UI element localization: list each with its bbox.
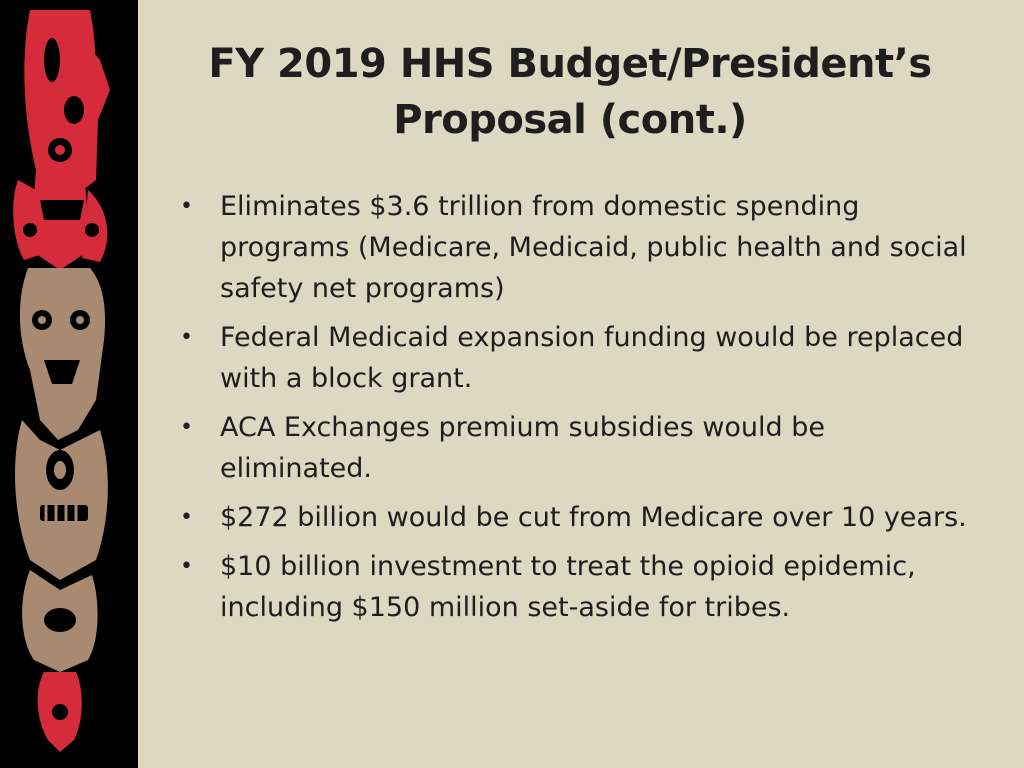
list-item — [178, 407, 968, 489]
page-title — [170, 36, 970, 148]
list-item — [178, 186, 968, 309]
bullet-icon: • — [180, 505, 193, 530]
list-item — [178, 497, 968, 538]
bullet-text: ACA Exchanges premium subsidies would be eliminated. — [220, 412, 826, 484]
bullet-icon: • — [180, 194, 193, 219]
bullet-icon: • — [180, 554, 193, 579]
list-item — [178, 546, 968, 628]
bullet-text: Federal Medicaid expansion funding would be replaced with a block grant. — [220, 322, 964, 394]
bullet-text: $272 billion would be cut from Medicare over 10 years. — [220, 502, 967, 533]
title-line-2: Proposal (cont.) — [393, 97, 747, 143]
title-line-1: FY 2019 HHS Budget/President’s — [208, 41, 932, 87]
bullet-text: $10 billion investment to treat the opioid epidemic, including $150 million set-aside for tribes. — [220, 551, 916, 623]
bullet-icon: • — [180, 325, 193, 350]
bullet-text: Eliminates $3.6 trillion from domestic spending programs (Medicare, Medicaid, public health and social safety net programs) — [220, 191, 967, 304]
totem-panel — [0, 0, 138, 768]
bullet-icon: • — [180, 415, 193, 440]
totem-pole-icon — [0, 0, 138, 768]
bullet-list — [178, 186, 968, 636]
list-item — [178, 317, 968, 399]
